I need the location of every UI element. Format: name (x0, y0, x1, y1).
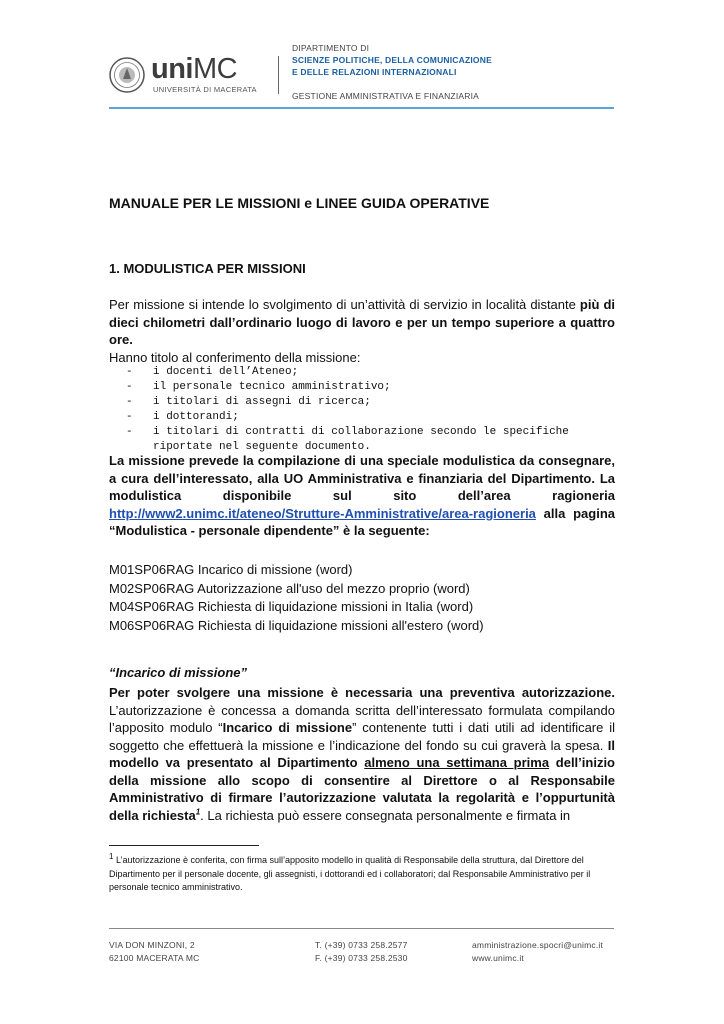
authorization-paragraph: Per poter svolgere una missione è necessaria una preventiva autorizzazione. L’autorizzazione è concessa a domanda scritta dell’interessato formulata compilando l’apposito modulo “Incarico di missione” contenente tutti i dati utili ad identificare il soggetto che effettuerà la missione e l’indicazione del fondo su cui graverà la spesa. Il modello va presentato al Dipartimento almeno una settimana prima dell’inizio della missione allo scopo di consentire al Direttore o al Responsabile Amministrativo di firmare l’autorizzazione valutata la regolarità e l’oppurtunità della richiesta$^1$. La richiesta può essere consegnata personalmente e firmata in (109, 685, 615, 823)
university-name: UNIVERSITÀ DI MACERATA (153, 85, 257, 94)
subsection-heading: “Incarico di missione” (109, 665, 247, 680)
header-rule (109, 107, 614, 109)
section-heading: 1. MODULISTICA PER MISSIONI (109, 261, 306, 276)
list-item: - il personale tecnico amministrativo; (126, 380, 616, 395)
document-title: MANUALE PER LE MISSIONI e LINEE GUIDA OPERATIVE (109, 195, 490, 211)
department-label: DIPARTIMENTO DI (292, 43, 370, 53)
ragioneria-link[interactable]: http://www2.unimc.it/ateneo/Strutture-Amministrative/area-ragioneria (109, 505, 536, 521)
footnote-reference: 1 (195, 807, 201, 817)
footnote: $^1$ L’autorizzazione è conferita, con firma sull’apposito modello in qualità di Responsabile della struttura, dal Direttore del Dipartimento per il personale docente, gli assegnisti, i dottorandi ed i collaboratori; dal Responsabile Amministrativo per il personale tecnico amministrativo. (109, 852, 591, 892)
footer-contacts (472, 939, 603, 964)
list-item: - i dottorandi; (126, 410, 616, 425)
forms-intro-paragraph: La missione prevede la compilazione di una speciale modulistica da consegnare, a cura dell’interessato, alla UO Amministrativa e finanziaria del Dipartimento. La modulistica disponibile sul sito dell’area ragioneria http://www2.unimc.it/ateneo/Strutture-Amministrative/area-ragioneria alla pagina “Modulistica - personale dipendente” è la seguente: (109, 453, 615, 538)
email-link[interactable]: amministrazione.spocri@unimc.it (472, 940, 604, 950)
form-item: M04SP06RAG Richiesta di liquidazione missioni in Italia (word) (109, 599, 474, 614)
department-name-line2: E DELLE RELAZIONI INTERNAZIONALI (292, 67, 457, 77)
eligible-list (126, 365, 616, 455)
list-item: - i titolari di contratti di collaborazione secondo le specifiche riportate nel seguente documento. (126, 425, 616, 455)
office-name: GESTIONE AMMINISTRATIVA E FINANZIARIA (292, 91, 480, 101)
form-item: M06SP06RAG Richiesta di liquidazione missioni all'estero (word) (109, 617, 484, 633)
forms-list (109, 561, 615, 635)
footer-phone: T. (+39) 0733 258.2577 F. (+39) 0733 258.2530 (315, 940, 408, 963)
department-name-line1: SCIENZE POLITICHE, DELLA COMUNICAZIONE (292, 55, 492, 65)
list-item: - i docenti dell’Ateneo; (126, 365, 616, 380)
list-item: - i titolari di assegni di ricerca; (126, 395, 616, 410)
footer-rule (109, 928, 614, 929)
university-seal-icon (109, 57, 145, 93)
mission-definition-paragraph: Per missione si intende lo svolgimento di un’attività di servizio in località distante più di dieci chilometri dall’ordinario luogo di lavoro e per un tempo superiore a quattro ore. Hanno titolo al conferimento della missione: (109, 297, 615, 365)
footer-address: VIA DON MINZONI, 2 62100 MACERATA MC (109, 940, 200, 963)
header-divider (278, 56, 279, 94)
footnote-rule (109, 845, 259, 846)
form-item: M01SP06RAG Incarico di missione (word) (109, 562, 353, 577)
form-item: M02SP06RAG Autorizzazione all'uso del mezzo proprio (word) (109, 580, 470, 596)
unimc-logo: uniMC (151, 53, 238, 85)
website-link[interactable]: www.unimc.it (472, 952, 524, 963)
